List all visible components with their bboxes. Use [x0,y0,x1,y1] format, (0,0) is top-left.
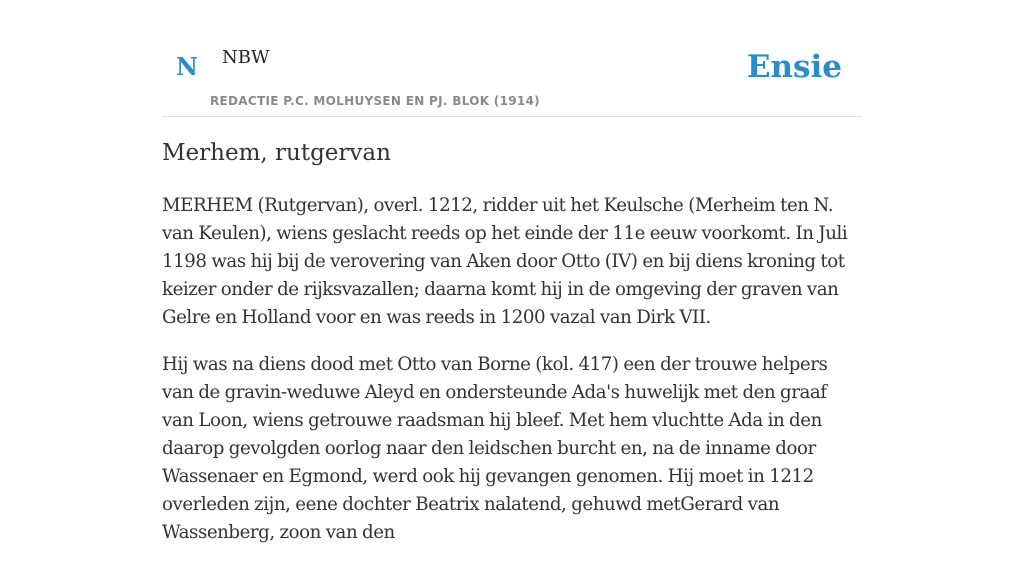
source-name[interactable]: NBW [222,47,270,68]
source-subtitle: REDACTIE P.C. MOLHUYSEN EN PJ. BLOK (1914) [210,94,540,108]
article-title: Merhem, rutgervan [162,140,391,166]
article-paragraph: Hij was na diens dood met Otto van Borne (kol. 417) een der trouwe helpers van de gravin-weduwe Aleyd en ondersteunde Ada's huwelijk met den graaf van Loon, wiens getrouwe raadsman hij bleef. Met hem vluchtte Ada in den daarop gevolgden oorlog naar den leidschen burcht en, na de inname door Wassenaer en Egmond, werd ook hij gevangen genomen. Hij moet in 1212 overleden zijn, eene dochter Beatrix nalatend, gehuwd metGerard van Wassenberg, zoon van den [162,354,828,543]
article-body [162,192,862,566]
source-logo[interactable]: N [176,52,198,81]
brand-logo-link[interactable]: Ensie [746,49,842,85]
article-paragraph: MERHEM (Rutgervan), overl. 1212, ridder uit het Keulsche (Merheim ten N. van Keulen), wiens geslacht reeds op het einde der 11e eeuw voorkomt. In Juli 1198 was hij bij de verovering van Aken door Otto (IV) en bij diens kroning tot keizer onder de rijksvazallen; daarna komt hij in de omgeving der graven van Gelre en Holland voor en was reeds in 1200 vazal van Dirk VII. [162,195,848,328]
page-header [162,0,862,117]
